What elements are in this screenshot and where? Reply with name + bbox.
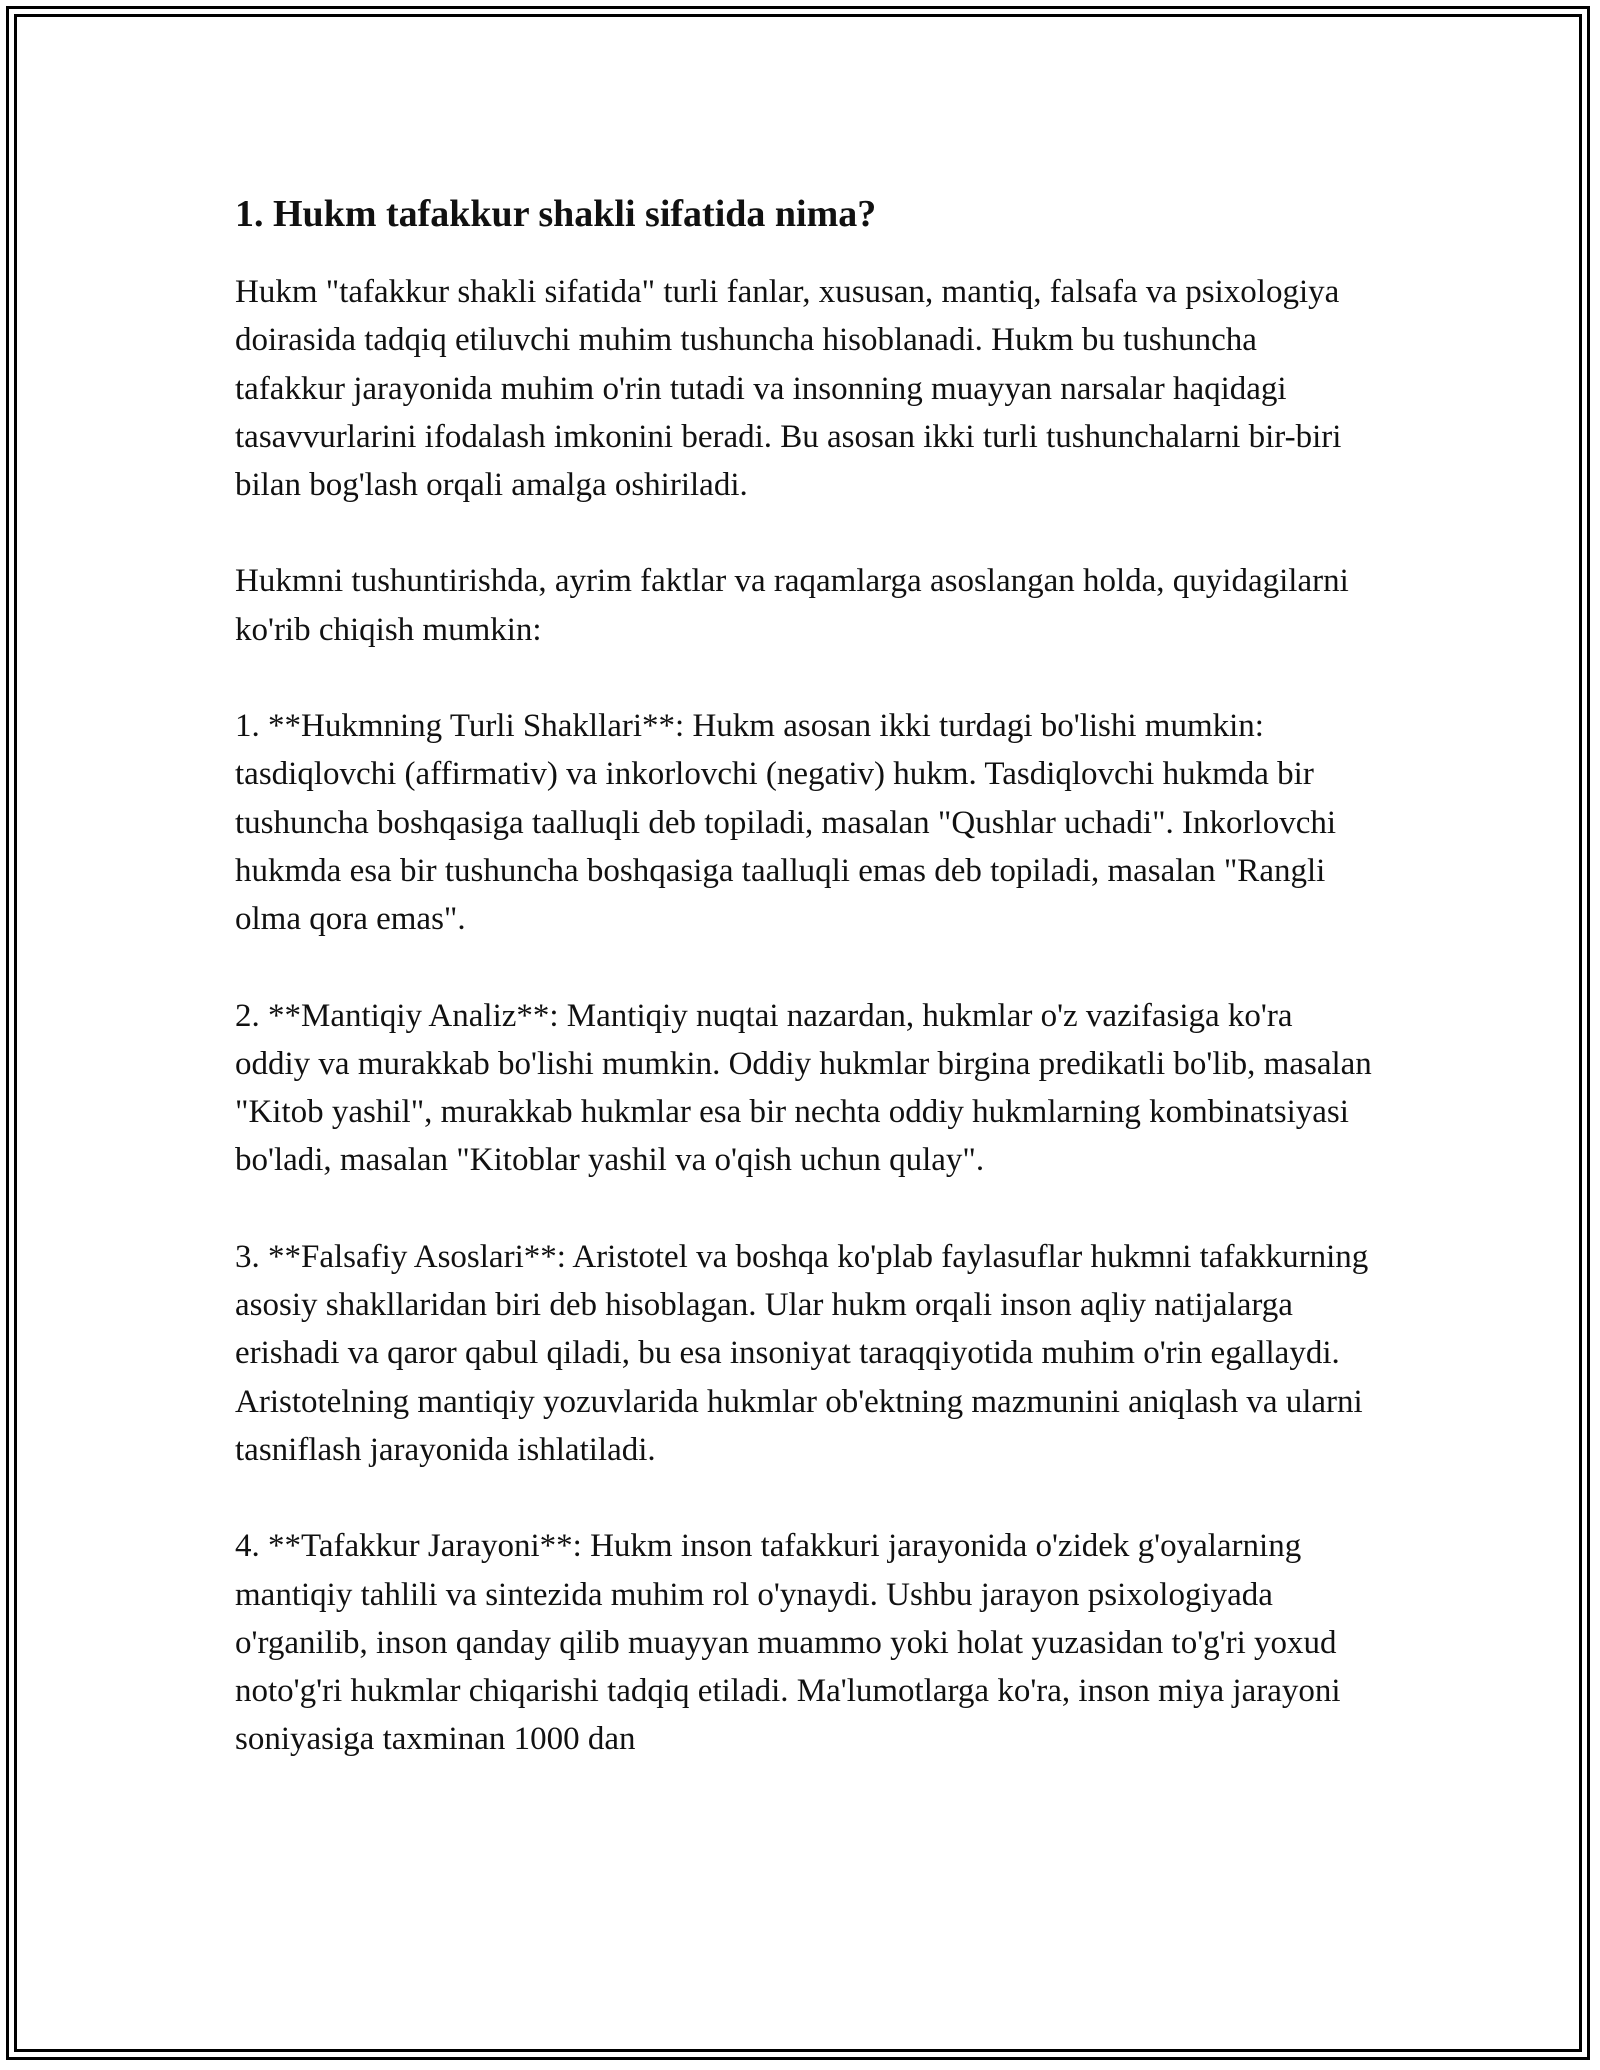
list-item-logical-analysis: 2. **Mantiqiy Analiz**: Mantiqiy nuqtai nazardan, hukmlar o'z vazifasiga ko'ra oddiy va murakkab bo'lishi mumkin. Oddiy hukmlar birgina predikatli bo'lib, masalan "Kitob yashil", murakkab hukmlar esa bir nechta oddiy hukmlarning kombinatsiyasi bo'ladi, masalan "Kitoblar yashil va o'qish uchun qulay".	[235, 997, 1372, 1179]
list-item-philosophical-basis: 3. **Falsafiy Asoslari**: Aristotel va boshqa ko'plab faylasuflar hukmni tafakkurning asosiy shakllaridan biri deb hisoblagan. Ular hukm orqali inson aqliy natijalarga erishadi va qaror qabul qiladi, bu esa insoniyat taraqqiyotida muhim o'rin egallaydi. Aristotelning mantiqiy yozuvlarida hukmlar ob'ektning mazmunini aniqlash va ularni tasniflash jarayonida ishlatiladi.	[235, 1238, 1369, 1468]
list-item-forms-of-judgment: 1. **Hukmning Turli Shakllari**: Hukm asosan ikki turdagi bo'lishi mumkin: tasdiqlovchi (affirmativ) va inkorlovchi (negativ) hukm. Tasdiqlovchi hukmda bir tushuncha boshqasiga taalluqli deb topiladi, masalan "Qushlar uchadi". Inkorlovchi hukmda esa bir tushuncha boshqasiga taalluqli emas deb topiladi, masalan "Rangli olma qora emas".	[235, 708, 1337, 938]
paragraph-lead-in: Hukmni tushuntirishda, ayrim faktlar va raqamlarga asoslangan holda, quyidagilarni ko'rib chiqish mumkin:	[235, 563, 1349, 648]
list-item-thinking-process: 4. **Tafakkur Jarayoni**: Hukm inson tafakkuri jarayonida o'zidek g'oyalarning mantiqiy tahlili va sintezida muhim rol o'ynaydi. Ushbu jarayon psixologiyada o'rganilib, inson qanday qilib muayyan muammo yoki holat yuzasidan to'g'ri yoxud noto'g'ri hukmlar chiqarishi tadqiq etiladi. Ma'lumotlarga ko'ra, inson miya jarayoni soniyasiga taxminan 1000 dan	[235, 1528, 1341, 1758]
paragraph-intro: Hukm "tafakkur shakli sifatida" turli fanlar, xususan, mantiq, falsafa va psixologiya doirasida tadqiq etiluvchi muhim tushuncha hisoblanadi. Hukm bu tushuncha tafakkur jarayonida muhim o'rin tutadi va insonning muayyan narsalar haqidagi tasavvurlarini ifodalash imkonini beradi. Bu asosan ikki turli tushunchalarni bir-biri bilan bog'lash orqali amalga oshiriladi.	[235, 274, 1342, 504]
document-body	[235, 186, 1375, 1812]
section-heading: 1. Hukm tafakkur shakli sifatida nima?	[235, 193, 877, 235]
